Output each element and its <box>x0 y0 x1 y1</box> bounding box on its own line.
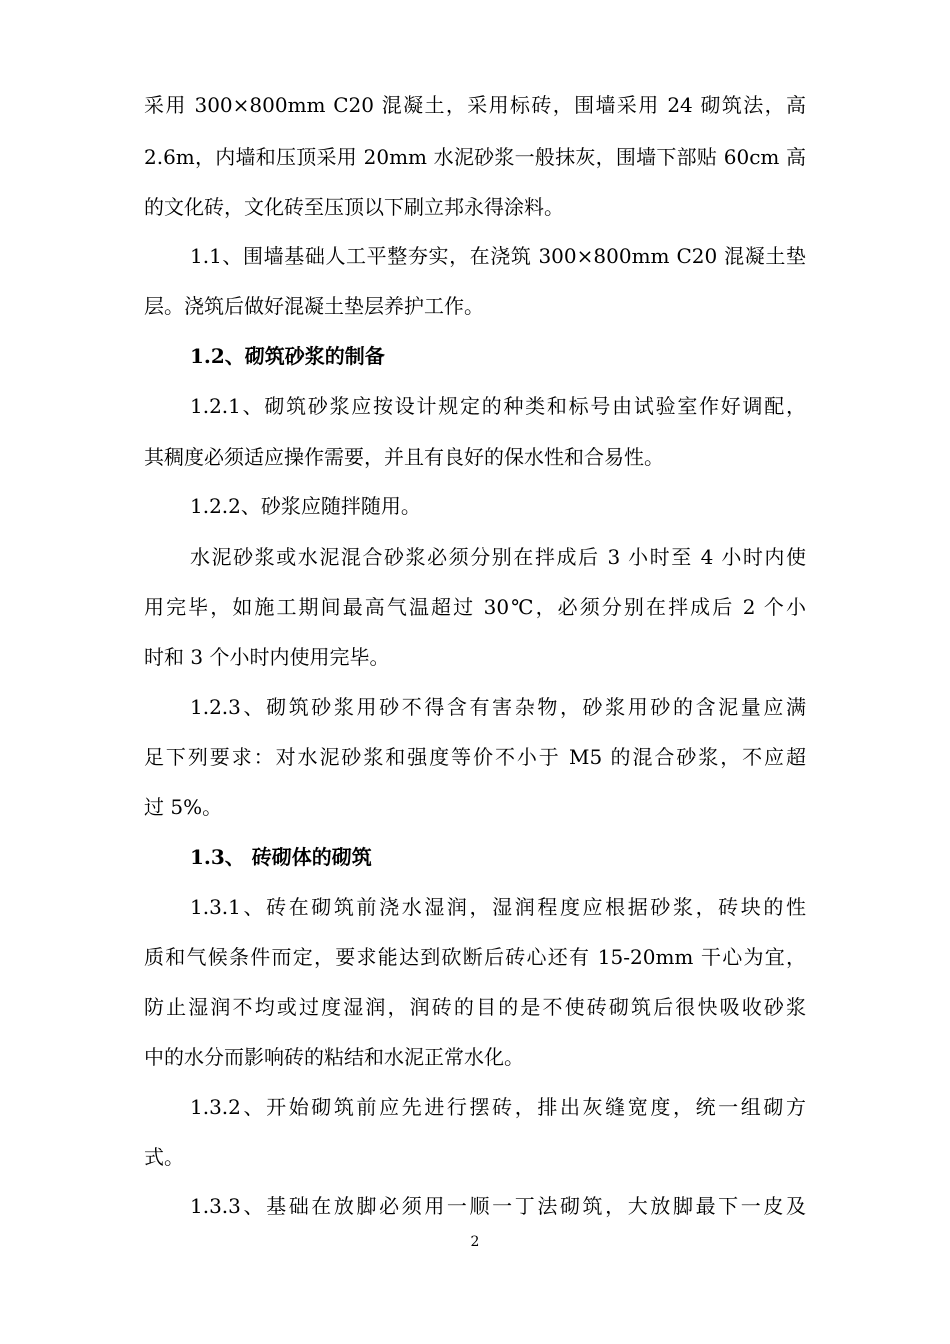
paragraph-line: 的文化砖，文化砖至压顶以下刷立邦永得涂料。 <box>144 195 564 219</box>
page-number: 2 <box>470 1234 480 1250</box>
section-line-1-1: 1.1、围墙基础人工平整夯实，在浇筑 300×800mm C20 混凝土垫 <box>190 244 806 268</box>
paragraph-line: 其稠度必须适应操作需要，并且有良好的保水性和合易性。 <box>144 445 664 469</box>
paragraph-line: 足下列要求：对水泥砂浆和强度等价不小于 M5 的混合砂浆，不应超 <box>144 745 806 769</box>
paragraph-line: 时和 3 个小时内使用完毕。 <box>144 645 390 669</box>
paragraph-line: 式。 <box>144 1145 184 1169</box>
section-heading-1-3: 1.3、 砖砌体的砌筑 <box>190 845 372 869</box>
paragraph-line: 1.3.2、开始砌筑前应先进行摆砖，排出灰缝宽度，统一组砌方 <box>190 1095 806 1119</box>
paragraph-line: 质和气候条件而定，要求能达到砍断后砖心还有 15-20mm 干心为宜， <box>144 945 806 969</box>
paragraph-line: 1.3.1、砖在砌筑前浇水湿润，湿润程度应根据砂浆，砖块的性 <box>190 895 806 919</box>
section-heading-1-2: 1.2、砌筑砂浆的制备 <box>190 344 385 368</box>
paragraph-line: 防止湿润不均或过度湿润，润砖的目的是不使砖砌筑后很快吸收砂浆 <box>144 995 806 1019</box>
paragraph-line: 1.2.3、砌筑砂浆用砂不得含有害杂物，砂浆用砂的含泥量应满 <box>190 695 806 719</box>
paragraph-line: 中的水分而影响砖的粘结和水泥正常水化。 <box>144 1045 524 1069</box>
paragraph-line: 1.2.1、砌筑砂浆应按设计规定的种类和标号由试验室作好调配， <box>190 394 806 418</box>
paragraph-line: 采用 300×800mm C20 混凝土，采用标砖，围墙采用 24 砌筑法，高 <box>144 93 806 117</box>
paragraph-line: 1.3.3、基础在放脚必须用一顺一丁法砌筑，大放脚最下一皮及 <box>190 1194 806 1218</box>
paragraph-line: 水泥砂浆或水泥混合砂浆必须分别在拌成后 3 小时至 4 小时内使 <box>190 545 806 569</box>
paragraph-line: 2.6m，内墙和压顶采用 20mm 水泥砂浆一般抹灰，围墙下部贴 60cm 高 <box>144 145 806 169</box>
paragraph-line: 1.2.2、砂浆应随拌随用。 <box>190 494 421 518</box>
paragraph-line: 用完毕，如施工期间最高气温超过 30℃，必须分别在拌成后 2 个小 <box>144 595 806 619</box>
paragraph-line: 过 5%。 <box>144 795 223 819</box>
paragraph-line: 层。浇筑后做好混凝土垫层养护工作。 <box>144 294 484 318</box>
